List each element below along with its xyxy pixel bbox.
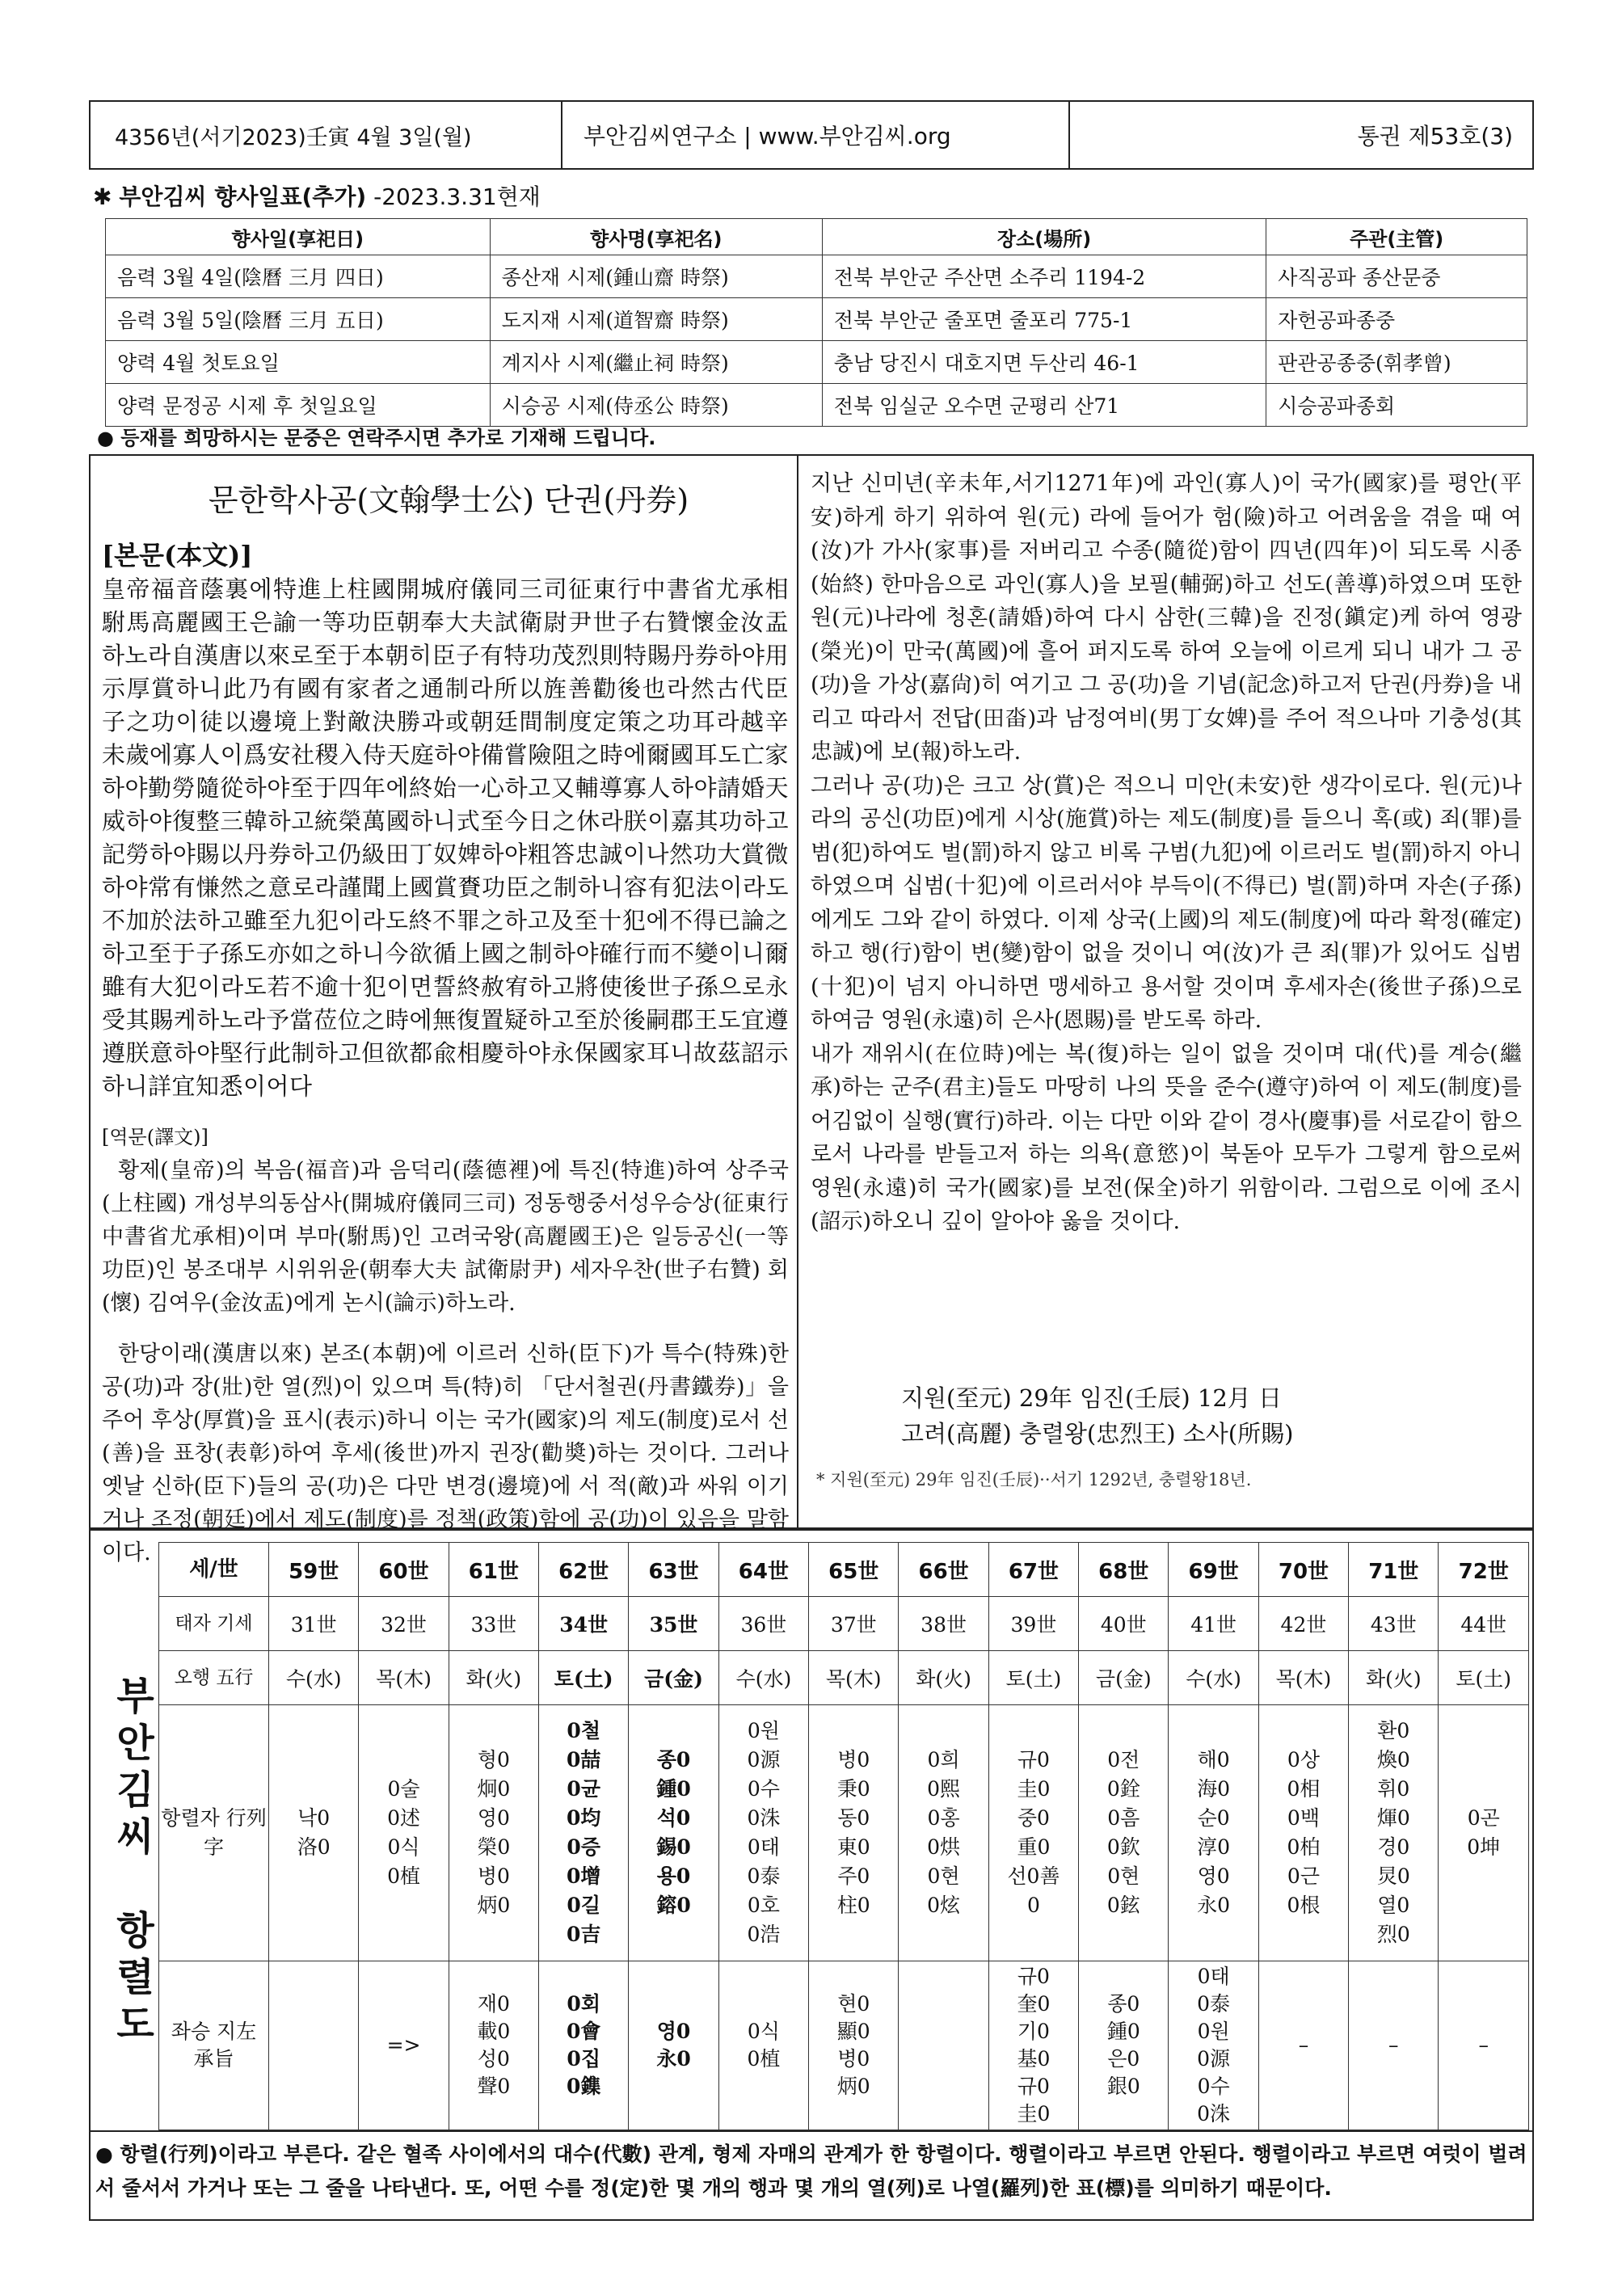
schedule-cell: 양력 문정공 시제 후 첫일요일 xyxy=(106,384,491,427)
chart-cell-line: – xyxy=(1298,2033,1309,2057)
schedule-title xyxy=(93,179,541,212)
chart-cell xyxy=(1169,1705,1258,1961)
chart-cell-line: 병0 xyxy=(477,1864,510,1888)
issue-header xyxy=(89,100,1534,170)
right-paragraph-3: 내가 재위시(在位時)에는 복(復)하는 일이 없을 것이며 대(代)를 계승(繼承)하는 군주(君主)들도 마땅히 나의 뜻을 준수(遵守)하여 이 제도(制度)를 어김없이 실행(實行)하라. 이는 다만 이와 같이 경사(慶事)를 서로같이 함으로서 나라를 받들고저 하는 의욕(意慾)이 북돋아 모두가 그렇게 함으로써 영원(永遠)히 국가(國家)를 보전(保全)하기 위함이라. 그럼으로 이에 조시(詔示)하오니 깊이 알아야 옳을 것이다. xyxy=(811,1041,1522,1234)
chart-cell xyxy=(1258,1705,1348,1961)
signature-date: 지원(至元) 29年 임진(壬辰) 12月 日 xyxy=(901,1384,1282,1412)
schedule-row xyxy=(106,341,1527,384)
chart-cell-line: 0희 xyxy=(927,1748,960,1772)
chart-cell-line: 炯0 xyxy=(477,1777,511,1801)
chart-cell xyxy=(718,1961,808,2130)
side-title-char: 안 xyxy=(116,1721,154,1766)
chart-cell-line: 0鉉 xyxy=(1106,1894,1140,1917)
article-title: 문한학사공(文翰學士公) 단권(丹券) xyxy=(208,482,689,518)
chart-cell-line: 0植 xyxy=(747,2047,781,2071)
row-label: 항렬자 行列字 xyxy=(159,1705,269,1961)
chart-cell-line: 淳0 xyxy=(1197,1835,1231,1859)
chart-cell: 토(土) xyxy=(539,1651,629,1705)
chart-cell-line: 0회 xyxy=(567,1992,600,2016)
chart-cell-line: 烈0 xyxy=(1376,1923,1410,1946)
schedule-cell: 사직공파 종산문중 xyxy=(1266,255,1527,298)
chart-cell-line: 성0 xyxy=(477,2047,510,2071)
chart-cell xyxy=(449,1705,538,1961)
chart-cell-line: 0수 xyxy=(747,1777,780,1801)
chart-cell-line: 0호 xyxy=(747,1894,780,1917)
chart-cell-line: 0植 xyxy=(387,1864,420,1888)
col-header: 향사명(享祀名) xyxy=(490,219,822,255)
schedule-cell: 자헌공파종중 xyxy=(1266,298,1527,341)
schedule-note: ● 등재를 희망하시는 문중은 연락주시면 추가로 기재해 드립니다. xyxy=(97,427,656,449)
chart-cell-line: 영0 xyxy=(477,1806,510,1830)
chart-cell xyxy=(359,1705,449,1961)
chart-cell-line: 규0 xyxy=(1017,1965,1050,1988)
schedule-title-text: 부안김씨 향사일표(추가) xyxy=(119,183,367,210)
chart-cell-line: 현0 xyxy=(837,1992,870,2016)
chart-cell: 61世 xyxy=(449,1543,538,1597)
chart-cell-line: 0述 xyxy=(387,1806,420,1830)
chart-cell-line: 重0 xyxy=(1017,1835,1051,1859)
chart-cell-line: 형0 xyxy=(477,1748,510,1772)
schedule-cell: 종산재 시제(鍾山齋 時祭) xyxy=(490,255,822,298)
schedule-cell: 충남 당진시 대호지면 두산리 46-1 xyxy=(822,341,1266,384)
chart-cell-line: 0흠 xyxy=(1107,1806,1140,1830)
chart-cell-line: 0균 xyxy=(567,1777,600,1801)
chart-cell-line: 銀0 xyxy=(1106,2075,1140,2098)
chart-cell xyxy=(1349,1961,1439,2130)
chart-cell xyxy=(629,1705,718,1961)
chart-cell-line: 규0 xyxy=(1017,2075,1050,2098)
chart-cell xyxy=(539,1961,629,2130)
issue-date: 4356년(서기2023)壬寅 4월 3일(월) xyxy=(91,102,562,168)
row-label: 태자 기세 xyxy=(159,1597,269,1651)
chart-cell xyxy=(1349,1705,1439,1961)
chart-cell-line: 기0 xyxy=(1017,2020,1050,2043)
chart-cell: 32世 xyxy=(359,1597,449,1651)
chart-cell: 33世 xyxy=(449,1597,538,1651)
chart-cell-line: 0根 xyxy=(1287,1894,1321,1917)
chart-cell xyxy=(988,1705,1078,1961)
chart-cell xyxy=(1169,1961,1258,2130)
chart-cell: 수(水) xyxy=(269,1651,359,1705)
schedule-cell: 판관공종중(휘孝曾) xyxy=(1266,341,1527,384)
chart-cell xyxy=(449,1961,538,2130)
chart-cell: 67世 xyxy=(988,1543,1078,1597)
chart-cell: 62世 xyxy=(539,1543,629,1597)
side-title-char: 씨 xyxy=(116,1814,154,1860)
chart-cell-line: 0태 xyxy=(747,1835,780,1859)
chart-cell: 화(火) xyxy=(449,1651,538,1705)
chart-cell xyxy=(629,1961,718,2130)
chart-cell xyxy=(1258,1961,1348,2130)
chart-cell-line: 0근 xyxy=(1287,1864,1320,1888)
schedule-cell: 전북 부안군 주산면 소주리 1194-2 xyxy=(822,255,1266,298)
chart-cell: 70世 xyxy=(1258,1543,1348,1597)
chart-cell: 41世 xyxy=(1169,1597,1258,1651)
footnote: * 지원(至元) 29年 임진(壬辰)··서기 1292년, 충렬왕18년. xyxy=(816,1470,1252,1489)
chart-cell: 60世 xyxy=(359,1543,449,1597)
chart-cell-line: 東0 xyxy=(836,1835,870,1859)
chart-cell: 64世 xyxy=(718,1543,808,1597)
chart-cell: 수(水) xyxy=(1169,1651,1258,1705)
chart-cell-line: 0烘 xyxy=(927,1835,961,1859)
chart-cell-line: 0銓 xyxy=(1106,1777,1140,1801)
chart-cell-line: 선0善 xyxy=(1007,1864,1060,1888)
right-paragraph-2: 그러나 공(功)은 크고 상(賞)은 적으니 미안(未安)한 생각이로다. 원(元)나라의 공신(功臣)에게 시상(施賞)하는 제도(制度)를 들으니 혹(或) 죄(罪)를 범(犯)하여도 벌(罰)하지 않고 비록 구범(九犯)에 이르러도 벌(罰)하지 아니하였으며 십범(十犯)에 이르러서야 부득이(不得已) 벌(罰)하며 자손(子孫)에게도 그와 같이 하였다. 이제 상국(上國)의 제도(制度)에 따라 확정(確定)하고 행(行)함이 변(變)함이 없을 것이니 여(汝)가 큰 죄(罪)가 있어도 십범(十犯)이 넘지 아니하면 맹세하고 용서할 것이며 후세자손(後世子孫)으로 하여금 영원(永遠)히 은사(恩賜)를 받도록 하라. xyxy=(811,773,1522,1033)
chart-cell-line: 0식 xyxy=(747,2020,780,2043)
side-title-char: 항 xyxy=(116,1908,154,1953)
chart-cell-line: 영0 xyxy=(656,2020,691,2043)
chart-cell-line: 낙0 xyxy=(297,1806,331,1830)
chart-cell-line: 0현 xyxy=(927,1864,960,1888)
chart-row xyxy=(159,1705,1529,1961)
chart-cell-line: 해0 xyxy=(1197,1748,1230,1772)
chart-cell-line: 순0 xyxy=(1197,1806,1230,1830)
side-title-char xyxy=(105,1860,166,1907)
chart-cell xyxy=(539,1705,629,1961)
chart-cell: 65世 xyxy=(809,1543,899,1597)
chart-cell-line: 0吉 xyxy=(567,1923,601,1946)
chart-cell: 화(火) xyxy=(899,1651,988,1705)
chart-cell-line: 0백 xyxy=(1287,1806,1320,1830)
chart-cell-line: 재0 xyxy=(477,1992,510,2016)
schedule-cell: 전북 임실군 오수면 군평리 산71 xyxy=(822,384,1266,427)
chart-cell: 토(土) xyxy=(988,1651,1078,1705)
chart-cell: 39世 xyxy=(988,1597,1078,1651)
chart-cell-line: 영0 xyxy=(1197,1864,1230,1888)
chart-cell-line: 鍾0 xyxy=(656,1777,691,1801)
chart-cell-line: 중0 xyxy=(1017,1806,1050,1830)
original-label: [본문(本文)] xyxy=(102,540,253,571)
chart-cell: 화(火) xyxy=(1349,1651,1439,1705)
schedule-cell: 시승공파종회 xyxy=(1266,384,1527,427)
chart-cell xyxy=(269,1961,359,2130)
chart-cell-line: 炳0 xyxy=(477,1894,511,1917)
chart-cell-line: 炅0 xyxy=(1376,1864,1410,1888)
chart-cell-line: 주0 xyxy=(837,1864,870,1888)
chart-cell: 37世 xyxy=(809,1597,899,1651)
schedule-cell: 음력 3월 4일(陰曆 三月 四日) xyxy=(106,255,491,298)
chart-cell: 목(木) xyxy=(1258,1651,1348,1705)
schedule-row xyxy=(106,298,1527,341)
chart-cell: 금(金) xyxy=(629,1651,718,1705)
chart-cell-line: 載0 xyxy=(477,2020,511,2043)
chart-cell-line: 0전 xyxy=(1107,1748,1140,1772)
chart-cell xyxy=(718,1705,808,1961)
chart-cell-line: 0源 xyxy=(1197,2047,1231,2071)
chart-cell-line: 0源 xyxy=(747,1748,781,1772)
chart-cell-line: 圭0 xyxy=(1017,1777,1051,1801)
chart-cell: 72世 xyxy=(1439,1543,1529,1597)
chart-row xyxy=(159,1961,1529,2130)
chart-cell: 42世 xyxy=(1258,1597,1348,1651)
article-left-column xyxy=(102,537,789,1569)
chart-cell: 36世 xyxy=(718,1597,808,1651)
chart-row xyxy=(159,1543,1529,1597)
translation-paragraph-2: 한당이래(漢唐以來) 본조(本朝)에 이르러 신하(臣下)가 특수(特殊)한 공(功)과 장(壯)한 열(烈)이 있으며 특(特)히 「단서철권(丹書鐵券)」을 주어 후상(厚賞)을 표시(表示)하니 이는 국가(國家)의 제도(制度)로서 선(善)을 표창(表彰)하여 후세(後世)까지 권장(勸奬)하는 것이다. 그러나 옛날 신하(臣下)들의 공(功)은 다만 변경(邊境)에 서 적(敵)과 싸워 이기거나 조정(朝廷)에서 제도(制度)를 정책(政策)함에 공(功)이 있음을 말함이다. xyxy=(102,1342,789,1565)
org-website: 부안김씨연구소 | www.부안김씨.org xyxy=(562,102,1070,168)
chart-cell-line: 煇0 xyxy=(1376,1806,1410,1830)
chart-cell-line: 0洙 xyxy=(1197,2102,1231,2125)
chart-cell-line: 0增 xyxy=(567,1864,601,1888)
side-title-char: 부 xyxy=(116,1674,154,1719)
chart-cell-line: 基0 xyxy=(1017,2047,1051,2071)
chart-row xyxy=(159,1651,1529,1705)
chart-row xyxy=(159,1597,1529,1651)
chart-cell-line: 0원 xyxy=(747,1719,780,1742)
side-title-char: 도 xyxy=(116,2002,154,2047)
chart-cell-line: 0철 xyxy=(567,1719,600,1742)
chart-cell-line: 炳0 xyxy=(836,2075,870,2098)
chart-cell-line: 奎0 xyxy=(1017,1992,1051,2016)
chart-cell-line: 병0 xyxy=(837,1748,870,1772)
chart-cell-line: 동0 xyxy=(837,1806,870,1830)
schedule-cell: 시승공 시제(侍丞公 時祭) xyxy=(490,384,822,427)
chart-cell-line: 0길 xyxy=(567,1894,600,1917)
chart-cell-line: 0 xyxy=(1026,1894,1040,1917)
schedule-cell: 양력 4월 첫토요일 xyxy=(106,341,491,384)
chart-cell-line: 휘0 xyxy=(1377,1777,1410,1801)
chart-cell xyxy=(809,1705,899,1961)
generation-table xyxy=(158,1542,1529,2130)
chart-cell-line: 0泰 xyxy=(1197,1992,1231,2016)
chart-side-title xyxy=(105,1673,166,2048)
chart-cell: 71世 xyxy=(1349,1543,1439,1597)
chart-cell-line: – xyxy=(1478,2033,1489,2057)
chart-cell-line: 0원 xyxy=(1197,2020,1230,2043)
column-divider xyxy=(797,454,798,1529)
chart-cell: 68世 xyxy=(1079,1543,1169,1597)
chart-cell-line: 鍾0 xyxy=(1106,2020,1140,2043)
chart-cell-line: 0태 xyxy=(1197,1965,1230,1988)
chart-cell-line: 경0 xyxy=(1377,1835,1410,1859)
chart-cell-line: 永0 xyxy=(1197,1894,1231,1917)
chart-cell-line: 0泰 xyxy=(747,1864,781,1888)
schedule-row xyxy=(106,255,1527,298)
chart-cell: 35世 xyxy=(629,1597,718,1651)
chart-cell-line: 0수 xyxy=(1197,2075,1230,2098)
schedule-cell: 전북 부안군 줄포면 줄포리 775-1 xyxy=(822,298,1266,341)
schedule-cell: 도지재 시제(道智齋 時祭) xyxy=(490,298,822,341)
chart-cell-line: 0會 xyxy=(567,2020,601,2043)
chart-cell xyxy=(988,1961,1078,2130)
chart-cell xyxy=(1079,1961,1169,2130)
chart-cell: 38世 xyxy=(899,1597,988,1651)
chart-cell: 31世 xyxy=(269,1597,359,1651)
chart-cell: 수(水) xyxy=(718,1651,808,1705)
chart-cell: 목(木) xyxy=(359,1651,449,1705)
row-label: 오행 五行 xyxy=(159,1651,269,1705)
chart-cell xyxy=(1079,1705,1169,1961)
chart-cell-line: 0현 xyxy=(1107,1864,1140,1888)
col-header: 향사일(享祀日) xyxy=(106,219,491,255)
chart-cell-line: 鎔0 xyxy=(656,1894,691,1917)
bottom-note: ● 항렬(行列)이라고 부른다. 같은 혈족 사이에서의 대수(代數) 관계, 형제 자매의 관계가 한 항렬이다. 행렬이라고 부르면 안된다. 행렬이라고 부르면 여럿이 벌려서 줄서서 가거나 또는 그 줄을 나타낸다. 또, 어떤 수를 정(定)한 몇 개의 행과 몇 개의 열(列)로 나열(羅列)한 표(標)를 의미하기 때문이다. xyxy=(95,2142,1527,2200)
chart-cell-line: 용0 xyxy=(656,1864,691,1888)
chart-cell-line: 0상 xyxy=(1287,1748,1320,1772)
chart-cell-line: 永0 xyxy=(656,2047,691,2071)
chart-cell-line: 0柏 xyxy=(1287,1835,1321,1859)
chart-cell-line: 煥0 xyxy=(1376,1748,1410,1772)
schedule-cell: 음력 3월 5일(陰曆 三月 五日) xyxy=(106,298,491,341)
row-label: 좌승 지左 承旨 xyxy=(159,1961,269,2130)
chart-cell-line: 0浩 xyxy=(747,1923,781,1946)
chart-cell: 44世 xyxy=(1439,1597,1529,1651)
chart-cell-line: 0均 xyxy=(567,1806,601,1830)
chart-cell-line: 洛0 xyxy=(297,1835,331,1859)
chart-cell xyxy=(359,1961,449,2130)
col-header: 주관(主管) xyxy=(1266,219,1527,255)
schedule-table xyxy=(105,218,1527,427)
chart-cell xyxy=(899,1961,988,2130)
chart-cell-line: 0喆 xyxy=(567,1748,601,1772)
chart-cell-line: 柱0 xyxy=(836,1894,870,1917)
row-label: 세/世 xyxy=(159,1543,269,1597)
chart-cell: 토(土) xyxy=(1439,1651,1529,1705)
schedule-header-row xyxy=(106,219,1527,255)
side-title-char: 김 xyxy=(116,1767,154,1813)
chart-cell-line: 0鏶 xyxy=(567,2075,601,2098)
chart-cell-line: 顯0 xyxy=(836,2020,870,2043)
chart-cell-line: 錫0 xyxy=(656,1835,691,1859)
article-right-column xyxy=(811,467,1522,1239)
chart-cell-line: 종0 xyxy=(656,1748,691,1772)
chart-cell-line: 병0 xyxy=(837,2047,870,2071)
chart-cell-line: 0곤 xyxy=(1467,1806,1500,1830)
chart-cell-line: 聲0 xyxy=(477,2075,511,2098)
chart-cell-line: 0炫 xyxy=(927,1894,961,1917)
chart-cell: 63世 xyxy=(629,1543,718,1597)
chart-cell-line: 규0 xyxy=(1017,1748,1050,1772)
chart-cell xyxy=(1439,1961,1529,2130)
chart-cell: 34世 xyxy=(539,1597,629,1651)
chart-cell-line: 榮0 xyxy=(477,1835,511,1859)
chart-cell xyxy=(899,1705,988,1961)
chart-cell xyxy=(1439,1705,1529,1961)
chart-cell-line: 열0 xyxy=(1377,1894,1410,1917)
chart-cell: 59世 xyxy=(269,1543,359,1597)
chart-cell: 69世 xyxy=(1169,1543,1258,1597)
chart-cell xyxy=(269,1705,359,1961)
chart-cell-line: 0洙 xyxy=(747,1806,781,1830)
chart-cell-line: 秉0 xyxy=(836,1777,870,1801)
chart-cell: 66世 xyxy=(899,1543,988,1597)
chart-cell-line: 0식 xyxy=(387,1835,420,1859)
chart-cell-line: 0熙 xyxy=(927,1777,961,1801)
chart-cell: 목(木) xyxy=(809,1651,899,1705)
chart-cell: 43世 xyxy=(1349,1597,1439,1651)
chart-cell-line: 圭0 xyxy=(1017,2102,1051,2125)
chart-cell-line: 0홍 xyxy=(927,1806,960,1830)
schedule-asof: -2023.3.31현재 xyxy=(366,183,541,210)
side-title-char: 렬 xyxy=(116,1955,154,2000)
chart-cell-line: 종0 xyxy=(1107,1992,1140,2016)
translation-label: [역문(譯文)] xyxy=(102,1126,209,1148)
chart-cell-line: 0欽 xyxy=(1106,1835,1140,1859)
chart-cell-line: 0坤 xyxy=(1467,1835,1501,1859)
original-text: 皇帝福音蔭裏에特進上柱國開城府儀同三司征東行中書省尤承相駙馬高麗國王은諭一等功臣朝奉大夫試衛尉尹世子右贊懷金汝盂하노라自漢唐以來로至于本朝히臣子有特功茂烈則特賜丹券하야用示厚賞하니此乃有國有家者之通制라所以旌善勸後也라然古代臣子之功이徒以邊境上對敵決勝과或朝廷間制度定策之功耳라越辛未歲에寡人이爲安社稷入侍天庭하야備嘗險阻之時에爾國耳도亡家하야勤勞隨從하야至于四年에終始一心하고又輔導寡人하야請婚天威하야復整三韓하고統榮萬國하니式至今日之休라朕이嘉其功하고記勞하야賜以丹券하고仍級田丁奴婢하야粗答忠誠이나然功大賞微하야常有慊然之意로라謹聞上國賞賚功臣之制하니容有犯法이라도不加於法하고雖至九犯이라도終不罪之하고及至十犯에不得已論之하고至于子孫도亦如之하니今欲循上國之制하야確行而不變이니爾雖有大犯이라도若不逾十犯이면誓終赦宥하고將使後世子孫으로永受其賜케하노라予當莅位之時에無復置疑하고至於後嗣郡王도宜遵遵朕意하야堅行此制하고但欲都兪相慶하야永保國家耳니故茲詔示하니詳宜知悉이어다 xyxy=(102,575,789,1100)
chart-cell: 40世 xyxy=(1079,1597,1169,1651)
chart-cell-line: 석0 xyxy=(656,1806,691,1830)
chart-cell-line: 0술 xyxy=(387,1777,420,1801)
col-header: 장소(場所) xyxy=(822,219,1266,255)
issue-number: 통권 제53호(3) xyxy=(1357,123,1513,150)
chart-cell-line: 0相 xyxy=(1287,1777,1321,1801)
schedule-row xyxy=(106,384,1527,427)
right-paragraph-1: 지난 신미년(辛未年,서기1271年)에 과인(寡人)이 국가(國家)를 평안(平安)하게 하기 위하여 원(元) 라에 들어가 험(險)하고 어려움을 겪을 때 여(汝)가 가사(家事)를 저버리고 수종(隨從)함이 四년(四年)이 되도록 시종(始終) 한마음으로 과인(寡人)을 보필(輔弼)하고 선도(善導)하였으며 또한 원(元)나라에 청혼(請婚)하여 다시 삼한(三韓)을 진정(鎭定)케 하여 영광(榮光)이 만국(萬國)에 흘어 퍼지도록 하여 오늘에 이르게 되니 내가 그 공(功)을 가상(嘉尙)히 여기고 그 공(功)을 기념(記念)하고저 단권(丹券)을 내리고 따라서 전답(田畓)과 남정여비(男丁女婢)를 주어 적으나마 기충성(其忠誠)에 보(報)하노라. xyxy=(811,471,1522,765)
chart-cell-line: – xyxy=(1388,2033,1399,2057)
schedule-cell: 계지사 시제(繼止祠 時祭) xyxy=(490,341,822,384)
chart-cell-line: => xyxy=(386,2033,421,2057)
chart-cell-line: 환0 xyxy=(1377,1719,1410,1742)
signature-king: 고려(高麗) 충렬왕(忠烈王) 소사(所賜) xyxy=(901,1420,1294,1447)
chart-cell-line: 0집 xyxy=(567,2047,600,2071)
asterisk-icon: ✱ xyxy=(93,183,120,210)
chart-cell-line: 海0 xyxy=(1197,1777,1231,1801)
chart-cell-line: 은0 xyxy=(1107,2047,1140,2071)
chart-cell xyxy=(809,1961,899,2130)
chart-cell-line: 0증 xyxy=(567,1835,600,1859)
chart-cell: 금(金) xyxy=(1079,1651,1169,1705)
translation-paragraph-1: 황제(皇帝)의 복음(福音)과 음덕리(蔭德裡)에 특진(特進)하여 상주국(上柱國) 개성부의동삼사(開城府儀同三司) 정동행중서성우승상(征東行中書省尤承相)이며 부마(駙馬)인 고려국왕(高麗國王)은 일등공신(一等功臣)인 봉조대부 시위위윤(朝奉大夫 試衛尉尹) 세자우찬(世子右贊) 회(懷) 김여우(金汝盂)에게 논시(論示)하노라. xyxy=(102,1158,789,1316)
